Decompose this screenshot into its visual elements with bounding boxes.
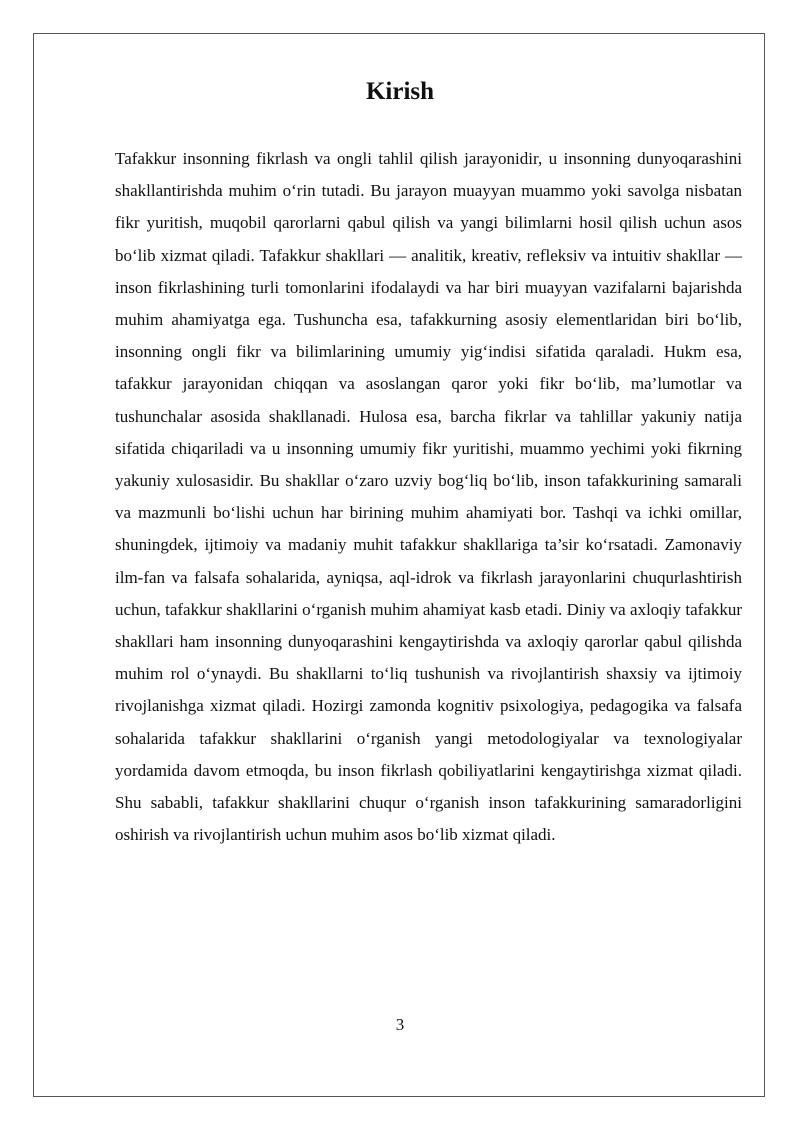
body-paragraph: Tafakkur insonning fikrlash va ongli tahlil qilish jarayonidir, u insonning dunyoqarashini shakllantirishda muhim o‘rin tutadi. Bu jarayon muayyan muammo yoki savolga nisbatan fikr yuritish, muqobil qarorlarni qabul qilish va yangi bilimlarni hosil qilish uchun asos bo‘lib xizmat qiladi. Tafakkur shakllari — analitik, kreativ, refleksiv va intuitiv shakllar — inson fikrlashining turli tomonlarini ifodalaydi va har biri muayyan vazifalarni bajarishda muhim ahamiyatga ega. Tushuncha esa, tafakkurning asosiy elementlaridan biri bo‘lib, insonning ongli fikr va bilimlarining umumiy yig‘indisi sifatida qaraladi. Hukm esa, tafakkur jarayonidan chiqqan va asoslangan qaror yoki fikr bo‘lib, ma’lumotlar va tushunchalar asosida shakllanadi. Hulosa esa, barcha fikrlar va tahlillar yakuniy natija sifatida chiqariladi va u insonning umumiy fikr yuritishi, muammo yechimi yoki fikrning yakuniy xulosasidir. Bu shakllar o‘zaro uzviy bog‘liq bo‘lib, inson tafakkurining samarali va mazmunli bo‘lishi uchun har birining muhim ahamiyati bor. Tashqi va ichki omillar, shuningdek, ijtimoiy va madaniy muhit tafakkur shakllariga ta’sir ko‘rsatadi. Zamonaviy ilm-fan va falsafa sohalarida, ayniqsa, aql-idrok va fikrlash jarayonlarini chuqurlashtirish uchun, tafakkur shakllarini o‘rganish muhim ahamiyat kasb etadi. Diniy va axloqiy tafakkur shakllari ham insonning dunyoqarashini kengaytirishda va axloqiy qarorlar qabul qilishda muhim rol o‘ynaydi. Bu shakllarni to‘liq tushunish va rivojlantirish shaxsiy va ijtimoiy rivojlanishga xizmat qiladi. Hozirgi zamonda kognitiv psixologiya, pedagogika va falsafa sohalarida tafakkur shakllarini o‘rganish yangi metodologiyalar va texnologiyalar yordamida davom etmoqda, bu inson fikrlash qobiliyatlarini kengaytirishga xizmat qiladi. Shu sababli, tafakkur shakllarini chuqur o‘rganish inson tafakkurining samaradorligini oshirish va rivojlantirish uchun muhim asos bo‘lib xizmat qiladi. [115,149,742,845]
page-number: 3 [395,1015,405,1034]
page-title: Kirish [365,78,435,105]
